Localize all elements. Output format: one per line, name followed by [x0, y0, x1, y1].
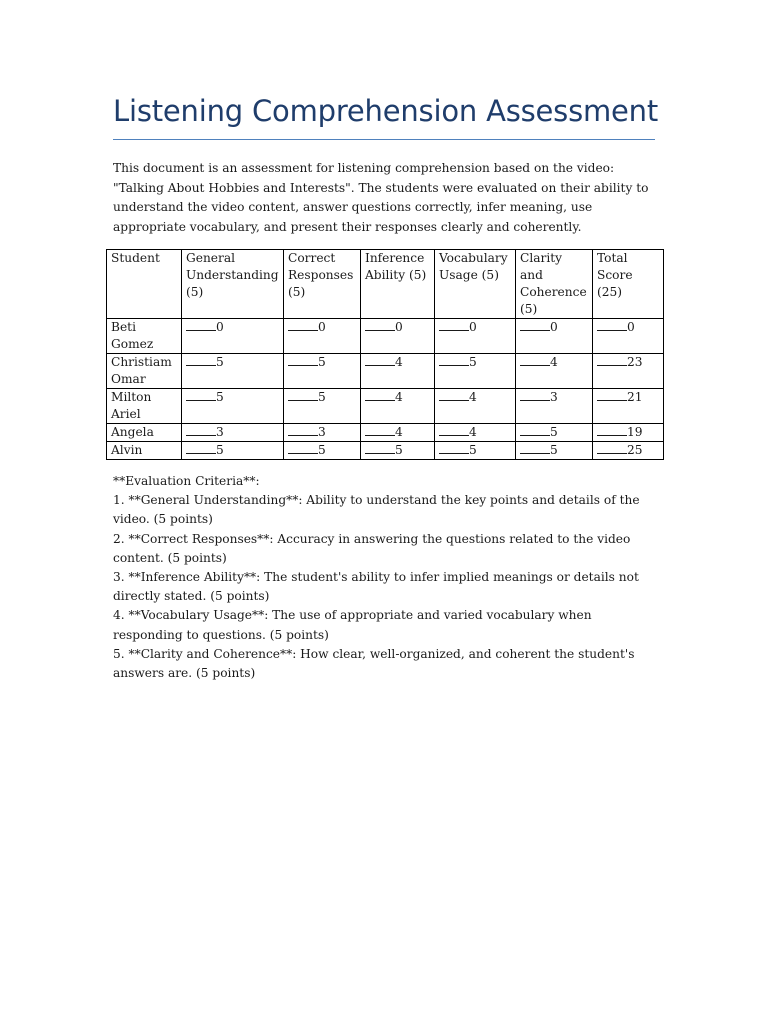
score-cell: 0 [182, 319, 284, 354]
page-title: Listening Comprehension Assessment [113, 94, 659, 128]
score-cell: 4 [361, 354, 435, 389]
evaluation-criteria [113, 472, 658, 683]
criteria-item: 4. **Vocabulary Usage**: The use of appropriate and varied vocabulary when responding to questions. (5 points) [113, 608, 592, 642]
criteria-item: 3. **Inference Ability**: The student's ability to infer implied meanings or details not directly stated. (5 points) [113, 570, 639, 604]
score-cell: 5 [435, 354, 516, 389]
score-cell: 5 [182, 442, 284, 460]
scores-table [106, 249, 664, 460]
student-name: Angela [107, 424, 182, 442]
score-cell: 4 [435, 389, 516, 424]
student-name: Alvin [107, 442, 182, 460]
score-cell: 3 [284, 424, 361, 442]
score-cell: 4 [516, 354, 593, 389]
score-cell: 5 [435, 442, 516, 460]
total-cell: 0 [593, 319, 664, 354]
table-row [107, 319, 664, 354]
score-cell: 4 [361, 424, 435, 442]
score-cell: 5 [516, 424, 593, 442]
score-cell: 5 [284, 442, 361, 460]
total-cell: 25 [593, 442, 664, 460]
score-cell: 5 [182, 389, 284, 424]
intro-paragraph: This document is an assessment for listening comprehension based on the video: "Talking About Hobbies and Interests". The students were evaluated on their ability to understand the video content, answer questions correctly, infer meaning, use appropriate vocabulary, and present their responses clearly and coherently. [113, 161, 649, 234]
title-underline [113, 139, 655, 140]
header-cell: Student [107, 250, 182, 319]
header-cell: Clarity and Coherence (5) [516, 250, 593, 319]
total-cell: 19 [593, 424, 664, 442]
score-cell: 0 [361, 319, 435, 354]
total-cell: 21 [593, 389, 664, 424]
score-cell: 0 [516, 319, 593, 354]
score-cell: 5 [361, 442, 435, 460]
score-cell: 4 [435, 424, 516, 442]
table-header-row [107, 250, 664, 319]
student-name: Beti Gomez [107, 319, 182, 354]
header-cell: Vocabulary Usage (5) [435, 250, 516, 319]
score-cell: 5 [516, 442, 593, 460]
criteria-heading: **Evaluation Criteria**: [113, 474, 260, 488]
score-cell: 5 [284, 389, 361, 424]
table-row [107, 354, 664, 389]
score-cell: 5 [182, 354, 284, 389]
header-cell: Total Score (25) [593, 250, 664, 319]
criteria-item: 5. **Clarity and Coherence**: How clear, well-organized, and coherent the student's answers are. (5 points) [113, 646, 635, 681]
header-cell: General Understanding (5) [182, 250, 284, 319]
header-cell: Correct Responses (5) [284, 250, 361, 319]
score-cell: 3 [182, 424, 284, 442]
score-cell: 5 [284, 354, 361, 389]
score-cell: 0 [284, 319, 361, 354]
header-cell: Inference Ability (5) [361, 250, 435, 319]
table-row [107, 389, 664, 424]
criteria-item: 2. **Correct Responses**: Accuracy in answering the questions related to the video content. (5 points) [113, 531, 631, 565]
score-cell: 0 [435, 319, 516, 354]
criteria-item: 1. **General Understanding**: Ability to understand the key points and details of the video. (5 points) [113, 493, 640, 527]
table-row [107, 442, 664, 460]
total-cell: 23 [593, 354, 664, 389]
student-name: Christiam Omar [107, 354, 182, 389]
score-cell: 3 [516, 389, 593, 424]
student-name: Milton Ariel [107, 389, 182, 424]
score-cell: 4 [361, 389, 435, 424]
table-row [107, 424, 664, 442]
